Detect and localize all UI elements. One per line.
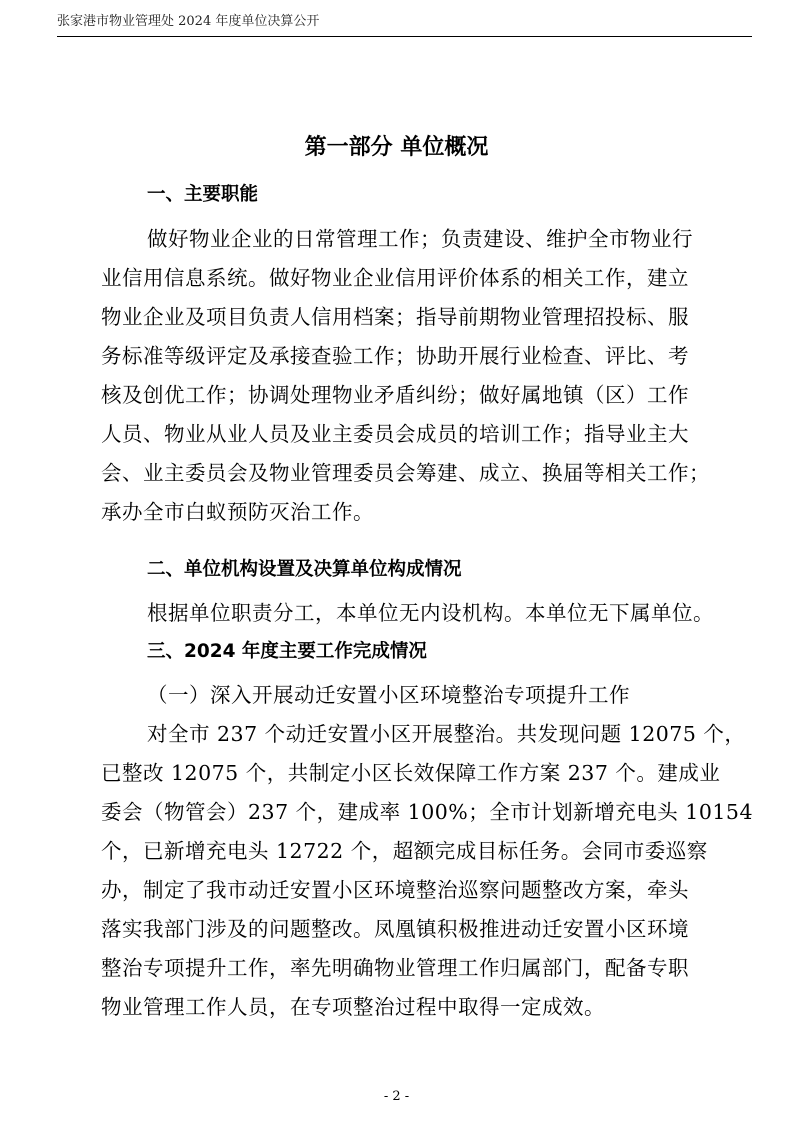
paragraph-line: 根据单位职责分工，本单位无内设机构。本单位无下属单位。	[147, 601, 714, 625]
paragraph-line: 已整改 12075 个，共制定小区长效保障工作方案 237 个。建成业	[101, 761, 721, 785]
paragraph-line: 个，已新增充电头 12722 个，超额完成目标任务。会同市委巡察	[101, 839, 708, 863]
paragraph-line: 整治专项提升工作，率先明确物业管理工作归属部门，配备专职	[101, 956, 689, 980]
section-heading-organization: 二、单位机构设置及决算单位构成情况	[147, 559, 462, 580]
header-divider	[57, 36, 752, 37]
running-header: 张家港市物业管理处 2024 年度单位决算公开	[57, 14, 320, 29]
page-number: - 2 -	[383, 1089, 410, 1104]
subsection-heading: （一）深入开展动迁安置小区环境整治专项提升工作	[147, 683, 630, 707]
paragraph-line: 对全市 237 个动迁安置小区开展整治。共发现问题 12075 个，	[147, 722, 746, 746]
paragraph-line: 核及创优工作；协调处理物业矛盾纠纷；做好属地镇（区）工作	[101, 383, 689, 407]
paragraph-line: 办，制定了我市动迁安置小区环境整治巡察问题整改方案，牵头	[101, 878, 689, 902]
paragraph-line: 业信用信息系统。做好物业企业信用评价体系的相关工作，建立	[101, 266, 689, 290]
section-heading-work-completion: 三、2024 年度主要工作完成情况	[147, 641, 427, 662]
paragraph-line: 承办全市白蚁预防灭治工作。	[101, 500, 374, 524]
section-heading-main-functions: 一、主要职能	[147, 184, 259, 205]
paragraph-line: 委会（物管会）237 个，建成率 100%；全市计划新增充电头 10154	[101, 800, 753, 824]
page-title: 第一部分 单位概况	[304, 135, 489, 160]
paragraph-line: 做好物业企业的日常管理工作；负责建设、维护全市物业行	[147, 227, 693, 251]
paragraph-line: 务标准等级评定及承接查验工作；协助开展行业检查、评比、考	[101, 344, 689, 368]
paragraph-line: 人员、物业从业人员及业主委员会成员的培训工作；指导业主大	[101, 422, 689, 446]
paragraph-line: 落实我部门涉及的问题整改。凤凰镇积极推进动迁安置小区环境	[101, 917, 689, 941]
paragraph-line: 物业企业及项目负责人信用档案；指导前期物业管理招投标、服	[101, 305, 689, 329]
paragraph-line: 会、业主委员会及物业管理委员会筹建、成立、换届等相关工作；	[101, 461, 710, 485]
paragraph-line: 物业管理工作人员，在专项整治过程中取得一定成效。	[101, 995, 605, 1019]
